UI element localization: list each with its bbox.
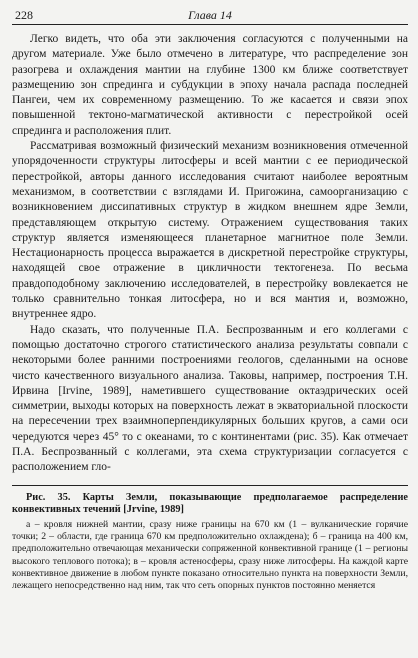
paragraph: Надо сказать, что полученные П.А. Беспрозванным и его коллегами с помощью достаточно строгого статистического анализа результаты совпали с некоторыми более ранними построениями геологов, сделанными на основе чисто качественного визуального анализа. Таковы, например, построения Т.Н. Ирвина [Irvine, 1989], наметившего существование октаэдрических осей симметрии, выходы которых на поверхность лежат в экваториальной плоскости на пересечении трех взаимноперпендикулярных больших кругов, а сами оси чередуются через 45° то с океанами, то с континентами (рис. 35). Как отмечает П.А. Беспрозванный с коллегами, эта схема структуризации согласуется с расположением гло- [12, 323, 408, 474]
figure-caption [12, 485, 408, 593]
page-header [12, 6, 408, 25]
paragraph: Легко видеть, что оба эти заключения согласуются с полученными на другом материале. Уже было отмечено в литературе, что распределение зон разогрева и охлаждения мантии на глубине 1300 км ближе соответствует размещению зон спрединга и субдукции в эпоху начала распада последней Пангеи, чем их современному размещению. То же касается и связи эпох повышенной тектоно-магматической активности с перестройкой осей спрединга и расположения плит. [12, 33, 408, 137]
caption-title: Рис. 35. Карты Земли, показывающие предполагаемое распределение конвективных течений [Jrvine, 1989] [12, 491, 408, 516]
paragraph: Рассматривая возможный физический механизм возникновения отмеченной упорядоченности структуры литосферы и всей мантии с ее периодической перестройкой, авторы данного исследования считают наиболее вероятным механизмом, в соответствии с взглядами И. Пригожина, самоорганизацию с возникновением диссипативных структур в жидком внешнем ядре Земли, представляющем открытую систему. Отражением существования таких структур является изменяющееся планетарное магнитное поле Земли. Нестационарность процесса выражается в дискретной перестройке структуры, находящей свое отражение в цикличности тектогенеза. По весьма правдоподобному заключению исследователей, в перестройку вовлекается не только сравнительно тонкая литосфера, но и вся мантия и, возможно, внутреннее ядро. [12, 140, 408, 321]
body-text [12, 32, 408, 476]
caption-body: а – кровля нижней мантии, сразу ниже границы на 670 км (1 – вулканические горячие точки; 2 – области, где граница 670 км предположительно охлаждена); б – граница на 400 км, предположительно отвечающая механически сопряженной конвективной границе (1 – регионы высокого теплового потока); в – кровля астеносферы, сразу ниже литосферы. На каждой карте конвективное движение в любом пункте показано относительно пункта на поверхности Земли, лежащего непосредственно над ним, так что сеть опорных пунктов постоянно меняется [12, 518, 408, 592]
chapter-title: Глава 14 [188, 8, 232, 22]
page-number: 228 [15, 8, 33, 22]
book-page [12, 6, 408, 593]
